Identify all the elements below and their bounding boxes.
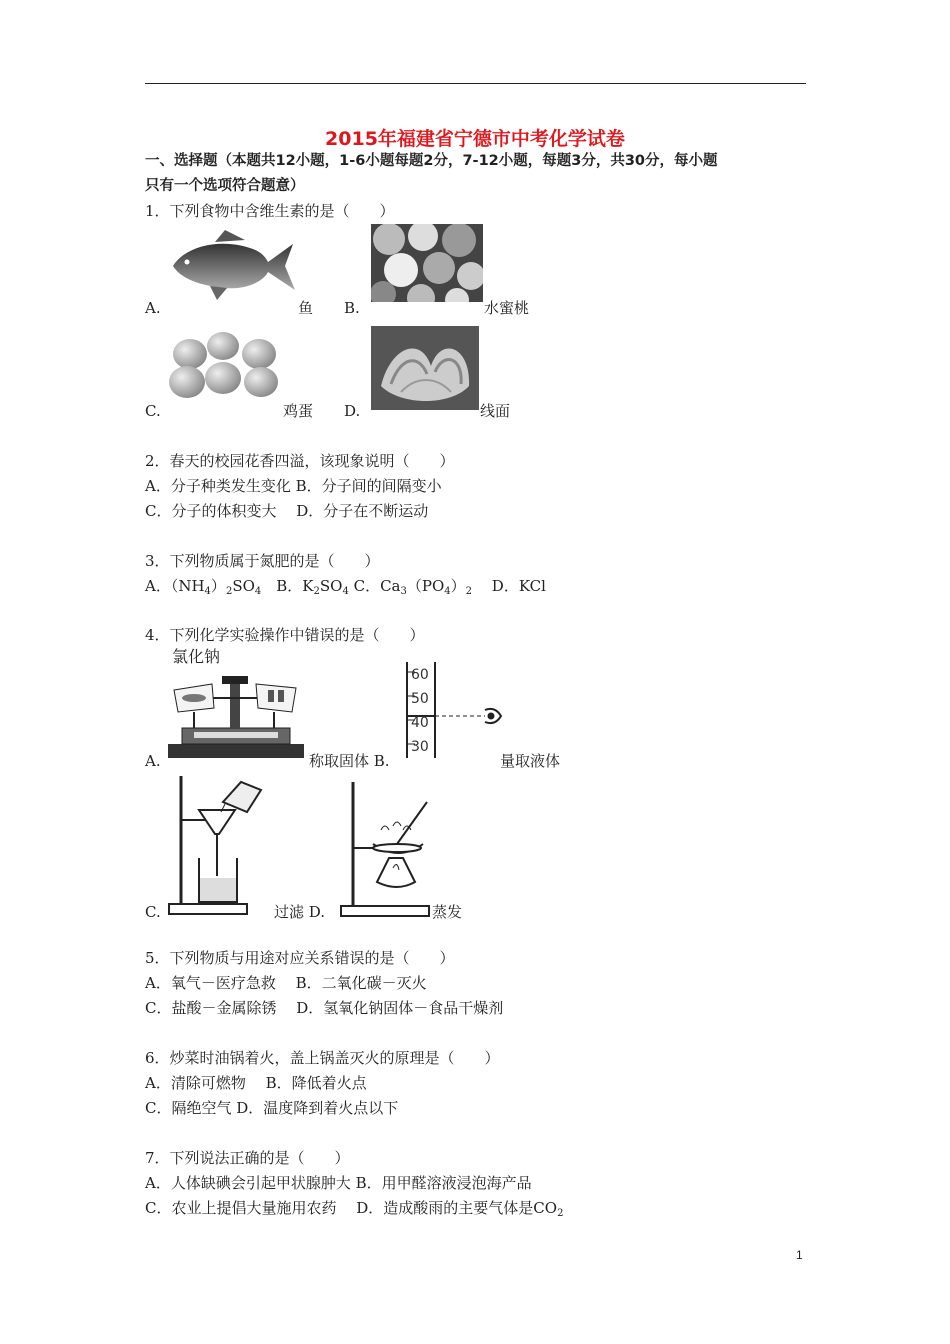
q7-options-row1: A．人体缺碘会引起甲状腺肿大 B．用甲醛溶液浸泡海产品	[145, 1174, 532, 1192]
tick-label-40: 40	[411, 715, 429, 731]
q2-options-row1: A．分子种类发生变化 B．分子间的间隔变小	[145, 477, 442, 495]
fish-image	[165, 226, 297, 304]
q1-stem: 1．下列食物中含维生素的是（ ）	[145, 202, 395, 220]
q4-option-c-label: C.	[145, 903, 161, 921]
q6-options-row2: C．隔绝空气 D．温度降到着火点以下	[145, 1099, 399, 1117]
q6-stem: 6．炒菜时油锅着火，盖上锅盖灭火的原理是（ ）	[145, 1049, 500, 1067]
filtration-image	[165, 772, 277, 916]
q3-stem: 3．下列物质属于氮肥的是（ ）	[145, 552, 380, 570]
eggs-image	[165, 330, 283, 402]
q7-stem: 7．下列说法正确的是（ ）	[145, 1149, 350, 1167]
q4-option-a-text: 称取固体 B.	[309, 752, 390, 770]
cylinder-tick-labels	[411, 663, 429, 759]
q4-stem: 4．下列化学实验操作中错误的是（ ）	[145, 626, 425, 644]
page-title: 2015年福建省宁德市中考化学试卷	[325, 128, 625, 150]
noodles-image	[371, 326, 479, 410]
tick-label-60: 60	[411, 667, 429, 683]
q1-option-a-label: A.	[145, 299, 161, 317]
q4-option-b-text: 量取液体	[500, 752, 561, 770]
section-heading-line2: 只有一个选项符合题意）	[145, 178, 305, 194]
q5-options-row2: C．盐酸－金属除锈 D．氢氧化钠固体－食品干燥剂	[145, 999, 504, 1017]
q1-option-c-label: C.	[145, 402, 161, 420]
q1-option-b-label: B.	[344, 299, 360, 317]
q4-option-d-text: 蒸发	[432, 903, 463, 921]
q3-options: A．$(NH_4)_2SO_4$ B．$K_2SO_4$ C．$Ca_3(PO_4)_2$ D．KCl	[145, 577, 546, 597]
q4-option-a-label: A.	[145, 752, 161, 770]
balance-image	[160, 668, 308, 764]
balance-label: 氯化钠	[172, 647, 221, 666]
q1-option-c-text: 鸡蛋	[283, 402, 314, 420]
tick-label-50: 50	[411, 691, 429, 707]
q2-stem: 2．春天的校园花香四溢，该现象说明（ ）	[145, 452, 455, 470]
q5-options-row1: A．氧气－医疗急救 B．二氧化碳－灭火	[145, 974, 427, 992]
q2-options-row2: C．分子的体积变大 D．分子在不断运动	[145, 502, 429, 520]
q1-option-d-text: 线面	[480, 402, 511, 420]
q1-option-d-label: D.	[344, 402, 361, 420]
section-heading-line1: 一、选择题（本题共12小题，1-6小题每题2分，7-12小题，每题3分，共30分，每小题	[145, 153, 718, 169]
q1-option-a-text: 鱼	[298, 299, 314, 317]
header-rule	[145, 83, 806, 84]
q4-option-c-text: 过滤 D.	[274, 903, 326, 921]
q5-stem: 5．下列物质与用途对应关系错误的是（ ）	[145, 949, 455, 967]
q7-options-row2: C．农业上提倡大量施用农药 D．造成酸雨的主要气体是$CO_2$	[145, 1199, 564, 1219]
tick-label-30: 30	[411, 739, 429, 755]
page-number: 1	[796, 1248, 803, 1262]
peach-image	[371, 224, 483, 302]
q1-option-b-text: 水蜜桃	[484, 299, 530, 317]
q6-options-row1: A．清除可燃物 B．降低着火点	[145, 1074, 367, 1092]
evaporation-image	[337, 778, 433, 918]
